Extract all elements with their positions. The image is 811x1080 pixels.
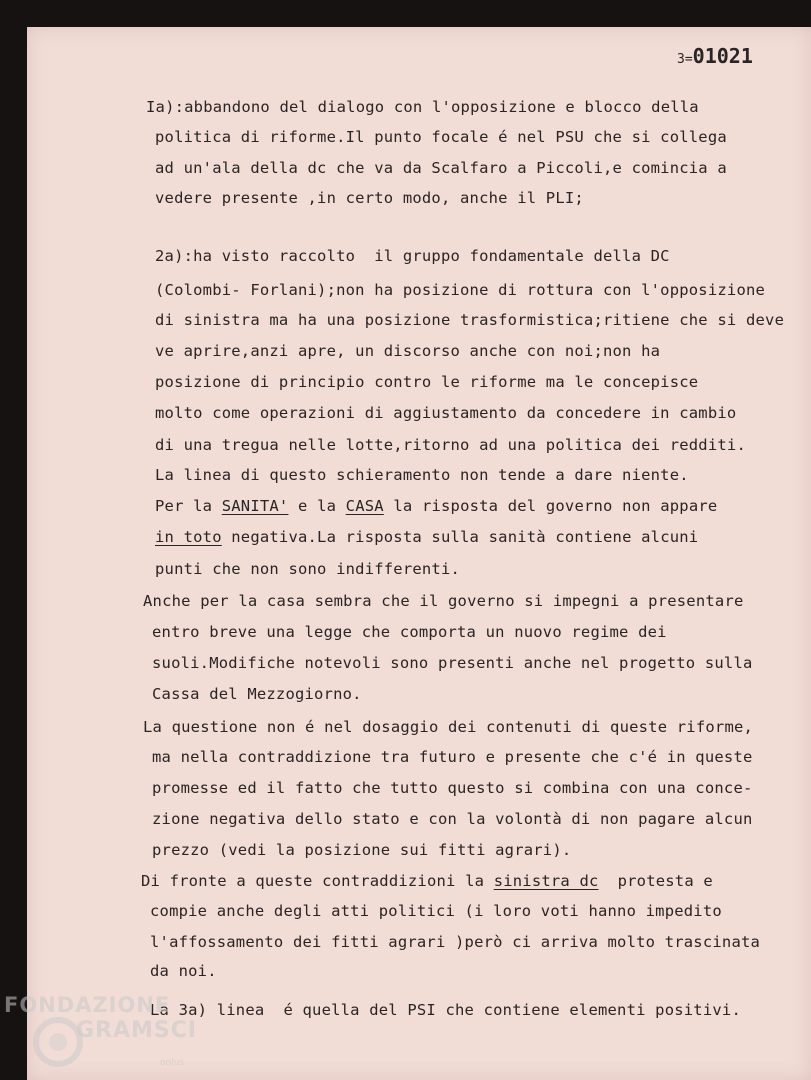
text-line-5: 2a):ha visto raccolto il gruppo fondamentale della DC [155, 247, 670, 265]
document-number [677, 44, 753, 68]
text-line-8: ve aprire,anzi apre, un discorso anche con noi;non ha [155, 342, 661, 360]
text-line-2: politica di riforme.Il punto focale é nel PSU che si collega [155, 128, 727, 146]
text-line-25 [141, 872, 713, 890]
text-line-1: Ia):abbandono del dialogo con l'opposizione e blocco della [146, 98, 699, 116]
text-segment: protesta e [598, 872, 713, 890]
underlined-casa: CASA [345, 497, 384, 515]
text-segment: negativa.La risposta sulla sanità contiene alcuni [221, 528, 699, 546]
document-number-value: 01021 [692, 44, 753, 68]
text-segment: Per la [155, 497, 222, 515]
text-line-18: suoli.Modifiche notevoli sono presenti anche nel progetto sulla [152, 654, 753, 672]
text-line-28: da noi. [150, 962, 217, 980]
text-line-27: l'affossamento dei fitti agrari )però ci arriva molto trascinata [150, 933, 761, 951]
text-line-24: prezzo (vedi la posizione sui fitti agrari). [152, 841, 572, 859]
text-line-26: compie anche degli atti politici (i loro voti hanno impedito [150, 902, 722, 920]
text-line-23: zione negativa dello stato e con la volontà di non pagare alcun [152, 810, 753, 828]
watermark-gramsci: GRAMSCI [76, 1018, 198, 1043]
text-line-15: punti che non sono indifferenti. [155, 560, 461, 578]
watermark-fondazione: FONDAZIONE [4, 993, 171, 1017]
text-line-21: ma nella contraddizione tra futuro e presente che c'é in queste [152, 748, 753, 766]
text-line-19: Cassa del Mezzogiorno. [152, 685, 362, 703]
watermark-onlus: onlus [160, 1058, 185, 1068]
text-line-17: entro breve una legge che comporta un nuovo regime dei [152, 623, 667, 641]
text-line-7: di sinistra ma ha una posizione trasformistica;ritiene che si deve [155, 311, 785, 329]
text-line-22: promesse ed il fatto che tutto questo si combina con una conce- [152, 779, 753, 797]
document-page [27, 27, 811, 1080]
text-line-10: molto come operazioni di aggiustamento da concedere in cambio [155, 404, 737, 422]
text-line-11: di una tregua nelle lotte,ritorno ad una politica dei redditi. [155, 436, 746, 454]
text-line-13 [155, 497, 717, 515]
text-line-29: La 3a) linea é quella del PSI che contiene elementi positivi. [150, 1001, 741, 1019]
underlined-sinistra-dc: sinistra dc [493, 872, 599, 890]
underlined-sanita: SANITA' [221, 497, 289, 515]
text-line-6: (Colombi- Forlani);non ha posizione di rottura con l'opposizione [155, 281, 766, 299]
text-line-3: ad un'ala della dc che va da Scalfaro a Piccoli,e comincia a [155, 159, 727, 177]
text-segment: e la [288, 497, 346, 515]
text-line-14 [155, 528, 698, 546]
text-line-12: La linea di questo schieramento non tende a dare niente. [155, 466, 689, 484]
text-segment: Di fronte a queste contraddizioni la [141, 872, 494, 890]
text-segment: la risposta del governo non appare [383, 497, 718, 515]
text-line-9: posizione di principio contro le riforme ma le concepisce [155, 373, 699, 391]
text-line-16: Anche per la casa sembra che il governo si impegni a presentare [143, 592, 744, 610]
text-line-4: vedere presente ,in certo modo, anche il PLI; [155, 189, 584, 207]
document-number-prefix: 3= [677, 52, 693, 67]
underlined-in-toto: in toto [155, 528, 222, 546]
text-line-20: La questione non é nel dosaggio dei contenuti di queste riforme, [143, 718, 754, 736]
